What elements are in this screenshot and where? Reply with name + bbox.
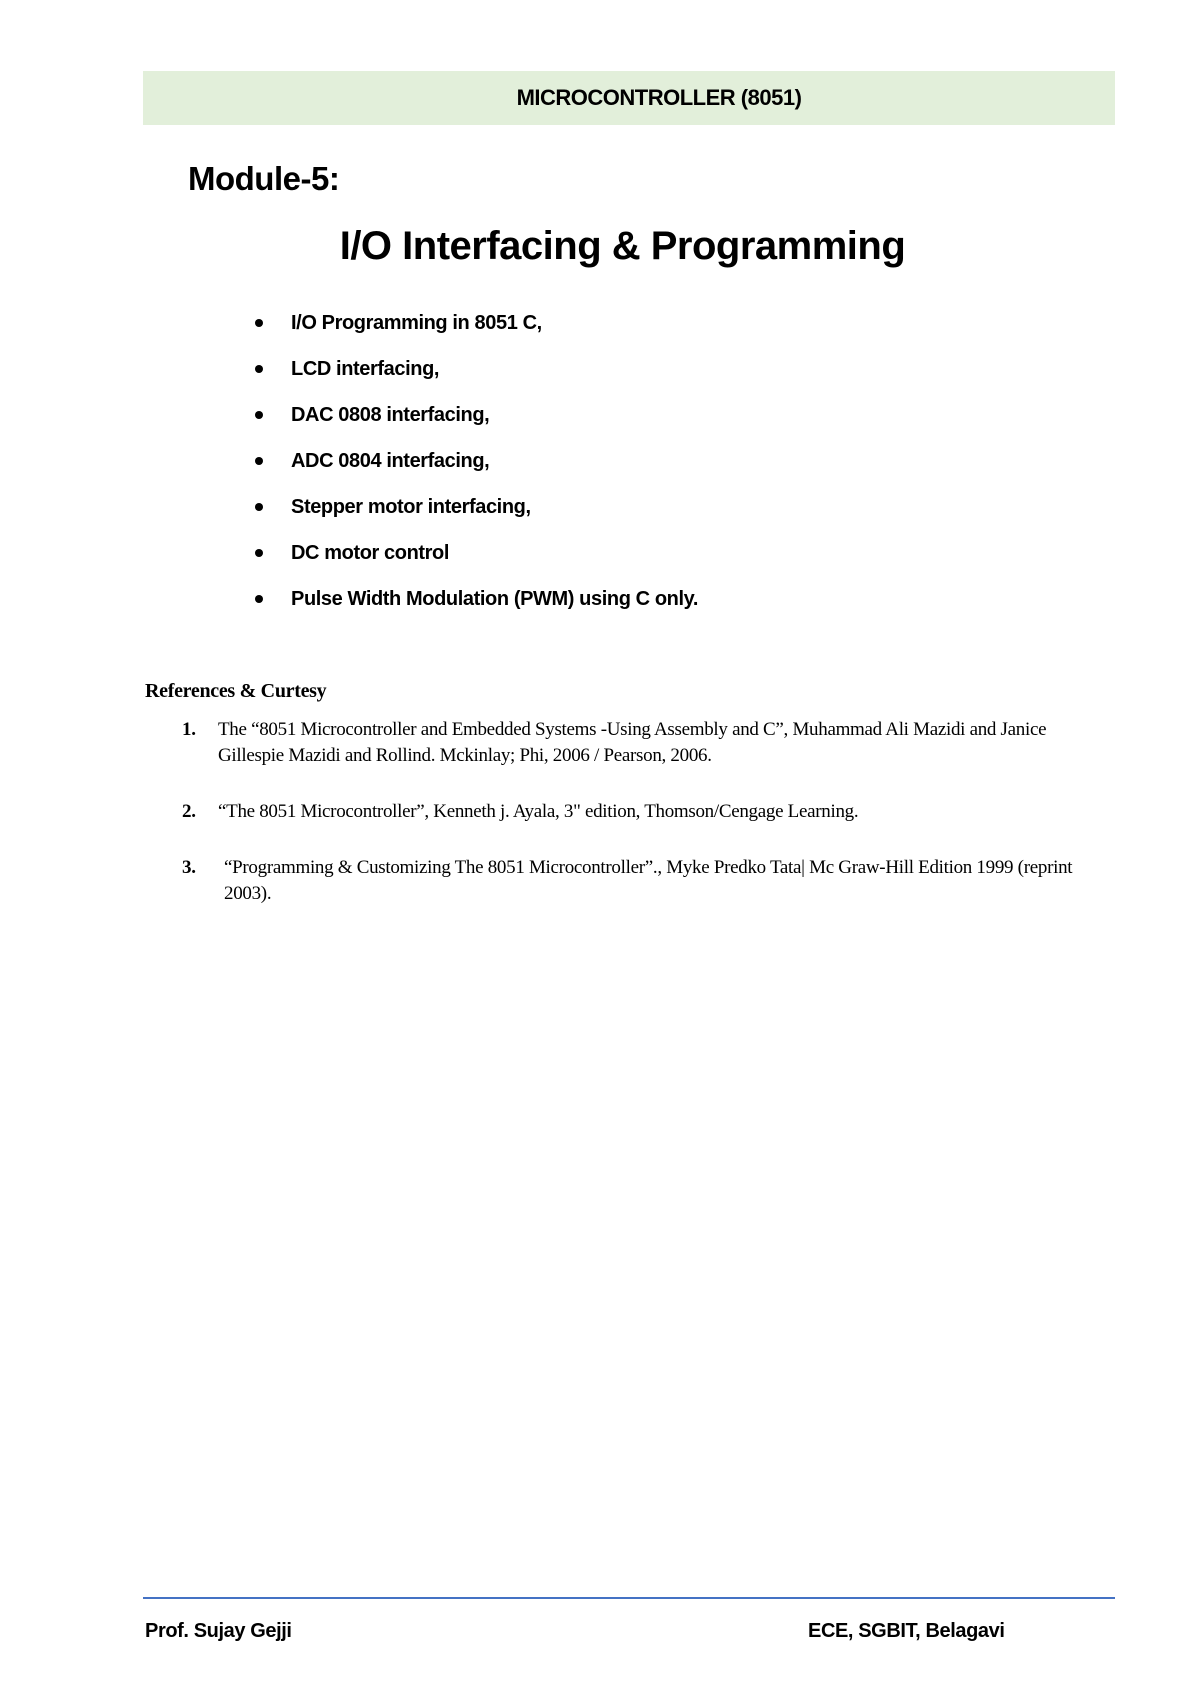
topic-list (255, 300, 698, 622)
references-heading: References & Curtesy (145, 680, 327, 702)
topic-item (255, 438, 698, 484)
footer-institution: ECE, SGBIT, Belagavi (808, 1620, 1005, 1642)
reference-text: “Programming & Customizing The 8051 Microcontroller”., Myke Predko Tata| Mc Graw-Hill Edition 1999 (reprint 2003). (224, 857, 1073, 904)
topic-item (255, 576, 698, 622)
reference-text: “The 8051 Microcontroller”, Kenneth j. Ayala, 3" edition, Thomson/Cengage Learning. (218, 801, 859, 822)
header-title: MICROCONTROLLER (8051) (516, 85, 802, 110)
bullet-icon (255, 549, 263, 557)
topic-item (255, 392, 698, 438)
topic-item (255, 346, 698, 392)
bullet-icon (255, 411, 263, 419)
reference-number: 2. (182, 801, 196, 822)
topic-item (255, 484, 698, 530)
reference-item (182, 799, 1082, 825)
topic-text: Pulse Width Modulation (PWM) using C only. (291, 587, 699, 610)
reference-number: 3. (182, 857, 196, 878)
footer-author: Prof. Sujay Gejji (145, 1620, 292, 1642)
module-label: Module-5: (188, 160, 340, 197)
reference-number: 1. (182, 719, 196, 740)
references-list (182, 717, 1082, 907)
footer-divider (143, 1597, 1115, 1599)
reference-text: The “8051 Microcontroller and Embedded Systems -Using Assembly and C”, Muhammad Ali Mazidi and Janice Gillespie Mazidi and Rollind. Mckinlay; Phi, 2006 / Pearson, 2006. (218, 719, 1047, 766)
bullet-icon (255, 503, 263, 511)
module-title: I/O Interfacing & Programming (339, 224, 906, 268)
bullet-icon (255, 457, 263, 465)
reference-item (182, 717, 1082, 769)
topic-text: Stepper motor interfacing, (291, 495, 531, 518)
bullet-icon (255, 365, 263, 373)
topic-text: DAC 0808 interfacing, (291, 403, 490, 426)
bullet-icon (255, 595, 263, 603)
topic-text: DC motor control (291, 541, 450, 564)
header-band (143, 71, 1115, 125)
topic-text: LCD interfacing, (291, 357, 440, 380)
topic-text: ADC 0804 interfacing, (291, 449, 490, 472)
topic-item (255, 300, 698, 346)
reference-item (182, 855, 1082, 907)
topic-text: I/O Programming in 8051 C, (291, 311, 542, 334)
topic-item (255, 530, 698, 576)
bullet-icon (255, 319, 263, 327)
